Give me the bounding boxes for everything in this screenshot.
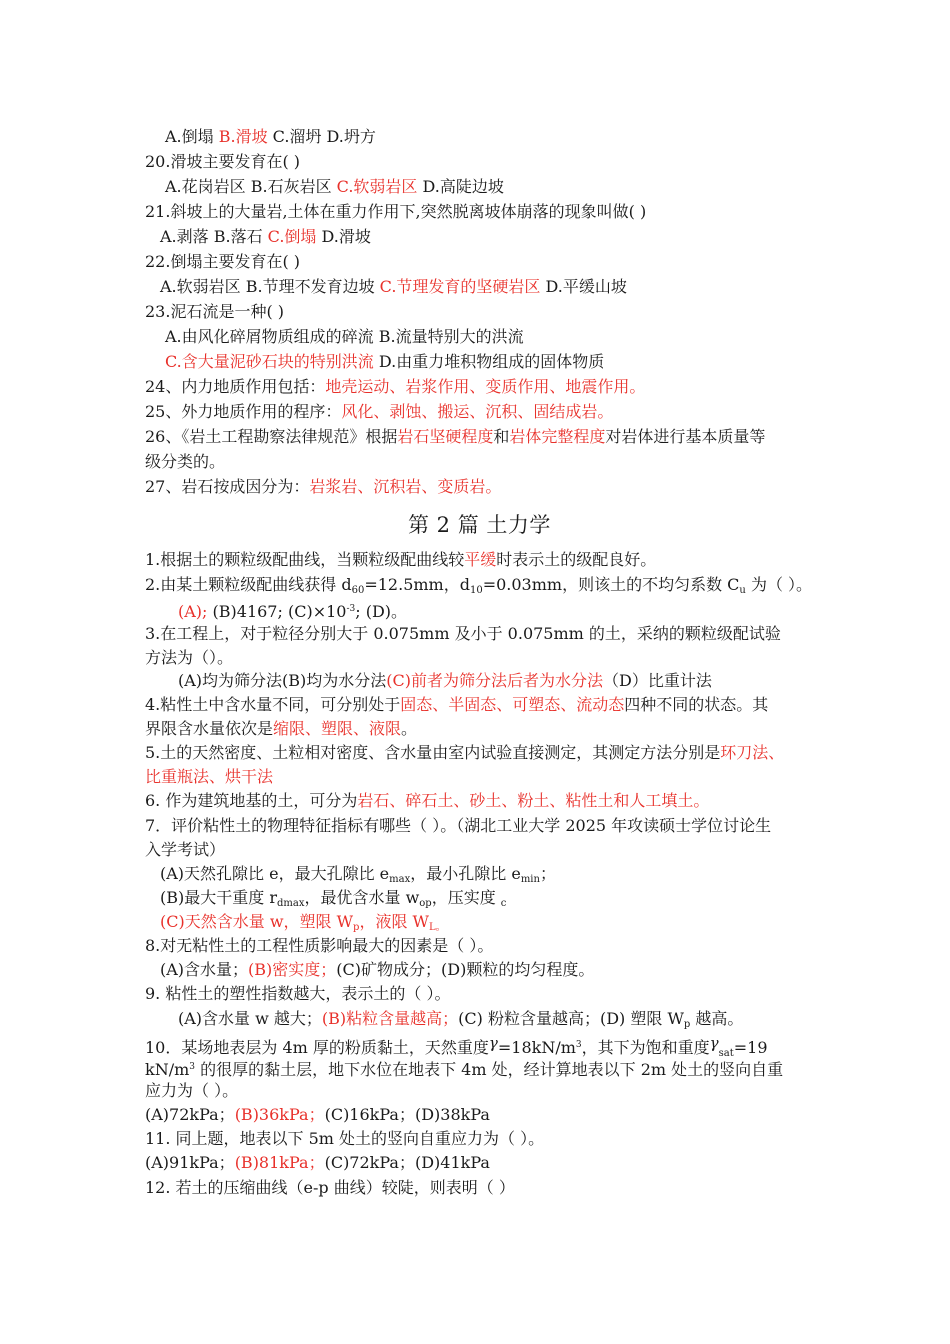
soil-q2: 2.由某土颗粒级配曲线获得 $d_{60}=12.5mm$，$d_{10}=0.03mm$，则该土的不均匀系数 $C_u$ 为（ ）。	[145, 575, 813, 596]
answer-line-23b: C.含大量泥砂石块的特别洪流 D.由重力堆积物组成的固体物质	[165, 352, 605, 371]
answer-line-19: A.倒塌 B.滑坡 C.溜坍 D.坍方	[165, 127, 376, 146]
soil-q10-cont2: 应力为（ ）。	[145, 1081, 239, 1100]
soil-q11: 11. 同上题，地表以下 5m 处土的竖向自重应力为（ ）。	[145, 1129, 545, 1148]
question-20: 20.滑坡主要发育在( )	[145, 152, 301, 171]
soil-q8: 8.对无粘性土的工程性质影响最大的因素是（ ）。	[145, 936, 494, 955]
soil-q12: 12. 若土的压缩曲线（e-p 曲线）较陡，则表明（ ）	[145, 1178, 515, 1197]
soil-q9: 9. 粘性土的塑性指数越大，表示土的（ ）。	[145, 984, 451, 1003]
answer-line-23a: A.由风化碎屑物质组成的碎流 B.流量特别大的洪流	[165, 327, 524, 346]
answer-line-20: A.花岗岩区 B.石灰岩区 C.软弱岩区 D.高陡边坡	[165, 177, 504, 196]
soil-q3: 3.在工程上，对于粒径分别大于 0.075mm 及小于 0.075mm 的土，采纳的颗粒级配试验	[145, 624, 781, 643]
question-22: 22.倒塌主要发育在( )	[145, 252, 301, 271]
soil-q7: 7．评价粘性土的物理特征指标有哪些（ ）。（湖北工业大学 2025 年攻读硕士学位讨论生	[145, 816, 772, 835]
soil-q4: 4.粘性土中含水量不同，可分别处于固态、半固态、可塑态、流动态四种不同的状态。其	[145, 695, 769, 714]
question-23: 23.泥石流是一种( )	[145, 302, 285, 321]
item-25: 25、外力地质作用的程序：风化、剥蚀、搬运、沉积、固结成岩。	[145, 402, 614, 421]
soil-q7-cont: 入学考试）	[145, 840, 226, 859]
soil-q1: 1.根据土的颗粒级配曲线，当颗粒级配曲线较平缓时表示土的级配良好。	[145, 550, 657, 569]
soil-q4-cont: 界限含水量依次是缩限、塑限、液限。	[145, 719, 418, 738]
soil-q7-option-c: (C)天然含水量 w，塑限 $W_p$，液限 $W_{L。}$	[160, 912, 446, 933]
soil-q6: 6. 作为建筑地基的土，可分为岩石、碎石土、砂土、粉土、粘性土和人工填土。	[145, 791, 710, 810]
soil-q3-options: (A)均为筛分法(B)均为水分法(C)前者为筛分法后者为水分法（D）比重计法	[178, 671, 712, 690]
item-26-cont: 级分类的。	[145, 452, 226, 471]
soil-q10: 10．某场地表层为 4m 厚的粉质黏土，天然重度$\gamma=18kN/m^3$，其下为饱和重度$\gamma_{sat}=19$	[145, 1034, 768, 1059]
soil-q10-cont: $kN/m^3$ 的很厚的黏土层，地下水位在地表下 4m 处，经计算地表以下 2m 处土的竖向自重	[145, 1060, 784, 1079]
soil-q5-cont: 比重瓶法、烘干法	[145, 767, 274, 786]
item-27: 27、岩石按成因分为：岩浆岩、沉积岩、变质岩。	[145, 477, 502, 496]
answer-line-22: A.软弱岩区 B.节理不发育边坡 C.节理发育的坚硬岩区 D.平缓山坡	[160, 277, 627, 296]
soil-q7-option-a: (A)天然孔隙比 e，最大孔隙比 $e_{max}$，最小孔隙比 $e_{min}$；	[160, 864, 556, 885]
soil-q2-options: (A); (B)4167; $(C)\times 10^{-3}$; (D)。	[178, 602, 408, 621]
soil-q10-options: (A)72kPa；(B)36kPa；(C)16kPa；(D)38kPa	[145, 1105, 490, 1124]
soil-q9-options: (A)含水量 w 越大；(B)粘粒含量越高；(C) 粉粒含量越高；(D) 塑限 $W_p$ 越高。	[178, 1009, 744, 1030]
soil-q5: 5.土的天然密度、土粒相对密度、含水量由室内试验直接测定，其测定方法分别是环刀法、	[145, 743, 785, 762]
question-21: 21.斜坡上的大量岩,土体在重力作用下,突然脱离坡体崩落的现象叫做( )	[145, 202, 647, 221]
soil-q8-options: (A)含水量；(B)密实度；(C)矿物成分；(D)颗粒的均匀程度。	[160, 960, 595, 979]
soil-q3-cont: 方法为（）。	[145, 648, 234, 667]
answer-line-21: A.剥落 B.落石 C.倒塌 D.滑坡	[160, 227, 371, 246]
soil-q7-option-b: (B)最大干重度 $r_{dmax}$，最优含水量 $w_{op}$，压实度 $_c$	[160, 888, 507, 909]
section-heading: 第 2 篇 土力学	[408, 513, 551, 537]
item-24: 24、内力地质作用包括：地壳运动、岩浆作用、变质作用、地震作用。	[145, 377, 646, 396]
item-26: 26、《岩土工程勘察法律规范》根据岩石坚硬程度和岩体完整程度对岩体进行基本质量等	[145, 427, 766, 446]
soil-q11-options: (A)91kPa；(B)81kPa；(C)72kPa；(D)41kPa	[145, 1153, 490, 1172]
